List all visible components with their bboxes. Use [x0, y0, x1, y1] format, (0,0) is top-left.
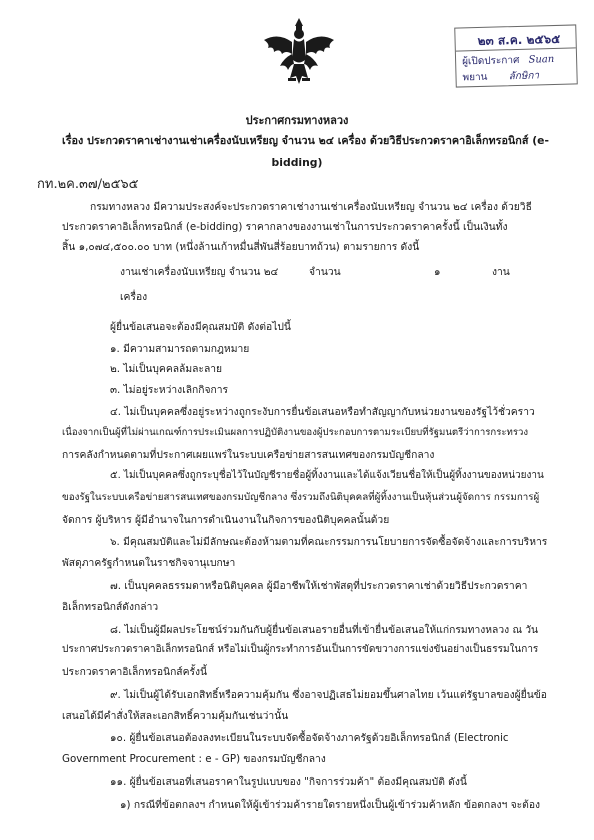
receipt-stamp	[454, 24, 578, 87]
body-line: ประกาศประกวดราคาอิเล็กทรอนิกส์ หรือไม่เป็นผู้กระทำการอันเป็นการขัดขวางการแข่งขันอย่างเป็นธรรมในการ	[62, 644, 539, 655]
qualification-item: ๑๑. ผู้ยื่นข้อเสนอที่เสนอราคาในรูปแบบของ "กิจการร่วมค้า" ต้องมีคุณสมบัติ ดังนี้	[110, 776, 467, 788]
item-description: งานเช่าเครื่องนับเหรียญ จำนวน ๒๔	[120, 266, 279, 278]
item-description-cont: เครื่อง	[120, 291, 148, 303]
qualification-item: ๖. มีคุณสมบัติและไม่มีลักษณะต้องห้ามตามที่คณะกรรมการนโยบายการจัดซื้อจัดจ้างและการบริหาร	[110, 536, 548, 548]
garuda-emblem-icon	[258, 14, 340, 96]
qualification-item: ๘. ไม่เป็นผู้มีผลประโยชน์ร่วมกันกับผู้ยื่นข้อเสนอรายอื่นที่เข้ายื่นข้อเสนอให้แก่กรมทางหลวง ณ วัน	[110, 624, 539, 636]
qualification-item: ๔. ไม่เป็นบุคคลซึ่งอยู่ระหว่างถูกระงับการยื่นข้อเสนอหรือทำสัญญากับหน่วยงานของรัฐไว้ชั่วคราว	[110, 406, 535, 418]
subject-line-1: เรื่อง ประกวดราคาเช่างานเช่าเครื่องนับเหรียญ จำนวน ๒๔ เครื่อง ด้วยวิธีประกวดราคาอิเล็กทรอนิกส์ (e-	[62, 134, 549, 147]
stamp-date: ๒๓ ส.ค. ๒๕๖๕	[477, 31, 561, 48]
body-line: อิเล็กทรอนิกส์ดังกล่าว	[62, 601, 159, 613]
body-line: ประกวดราคาอิเล็กทรอนิกส์ครั้งนี้	[62, 666, 208, 678]
qualification-item: ๑๐. ผู้ยื่นข้อเสนอต้องลงทะเบียนในระบบจัดซื้อจัดจ้างภาครัฐด้วยอิเล็กทรอนิกส์ (Electronic	[110, 732, 509, 744]
item-qty-value: ๑	[434, 266, 441, 278]
body-line: ประกวดราคาอิเล็กทรอนิกส์ (e-bidding) ราคากลางของงานเช่าในการประกวดราคาครั้งนี้ เป็นเงินทั้ง	[62, 221, 508, 233]
qualification-item: ๒. ไม่เป็นบุคคลล้มละลาย	[110, 363, 223, 375]
stamp-opener-signature: Suan	[528, 54, 555, 66]
body-line: พัสดุภาครัฐกำหนดในราชกิจจานุเบกษา	[62, 557, 236, 569]
handwritten-doc-number: กท.๒ค.๓๗/๒๕๖๕	[37, 177, 139, 192]
stamp-witness-label: พยาน	[462, 71, 488, 84]
qualification-item: ๙. ไม่เป็นผู้ได้รับเอกสิทธิ์หรือความคุ้มกัน ซึ่งอาจปฏิเสธไม่ยอมขึ้นศาลไทย เว้นแต่รัฐบาลของผู้ยื่นข้อ	[110, 689, 547, 701]
qualification-item: ๗. เป็นบุคคลธรรมดาหรือนิติบุคคล ผู้มีอาชีพให้เช่าพัสดุที่ประกวดราคาเช่าด้วยวิธีประกวดราคา	[110, 580, 528, 592]
body-line: Government Procurement : e - GP) ของกรมบัญชีกลาง	[62, 753, 326, 765]
body-line: เสนอได้มีคำสั่งให้สละเอกสิทธิ์ความคุ้มกันเช่นว่านั้น	[62, 710, 289, 722]
stamp-opener-label: ผู้เปิดประกาศ	[461, 54, 520, 68]
qualifications-heading: ผู้ยื่นข้อเสนอจะต้องมีคุณสมบัติ ดังต่อไปนี้	[110, 321, 291, 333]
sub-item: ๑) กรณีที่ข้อตกลงฯ กำหนดให้ผู้เข้าร่วมค้ารายใดรายหนึ่งเป็นผู้เข้าร่วมค้าหลัก ข้อตกลงฯ จะต้อง	[120, 799, 541, 811]
item-qty-label: จำนวน	[309, 266, 341, 278]
qualification-item: ๓. ไม่อยู่ระหว่างเลิกกิจการ	[110, 384, 229, 396]
item-unit: งาน	[492, 266, 510, 278]
body-line: การคลังกำหนดตามที่ประกาศเผยแพร่ในระบบเครือข่ายสารสนเทศของกรมบัญชีกลาง	[62, 449, 435, 461]
stamp-witness-signature: ลักษิกา	[508, 70, 540, 83]
body-line: สิ้น ๑,๐๗๔,๕๐๐.๐๐ บาท (หนึ่งล้านเก้าหมื่นสี่พันสี่ร้อยบาทถ้วน) ตามรายการ ดังนี้	[62, 241, 420, 253]
qualification-item: ๕. ไม่เป็นบุคคลซึ่งถูกระบุชื่อไว้ในบัญชีรายชื่อผู้ทิ้งงานและได้แจ้งเวียนชื่อให้เป็นผู้ทิ้งงานของหน่วยงาน	[110, 470, 544, 481]
body-line: จัดการ ผู้บริหาร ผู้มีอำนาจในการดำเนินงานในกิจการของนิติบุคคลนั้นด้วย	[62, 514, 390, 526]
qualification-item: ๑. มีความสามารถตามกฎหมาย	[110, 343, 250, 355]
subject-line-2: bidding)	[271, 156, 323, 169]
body-line: เนื่องจากเป็นผู้ที่ไม่ผ่านเกณฑ์การประเมินผลการปฏิบัติงานของผู้ประกอบการตามระเบียบที่รัฐมนตรีว่าการกระทรวง	[62, 427, 529, 438]
body-line: ของรัฐในระบบเครือข่ายสารสนเทศของกรมบัญชีกลาง ซึ่งรวมถึงนิติบุคคลที่ผู้ทิ้งงานเป็นหุ้นส่วนผู้จัดการ กรรมการผู้	[62, 492, 540, 503]
body-line: กรมทางหลวง มีความประสงค์จะประกวดราคาเช่างานเช่าเครื่องนับเหรียญ จำนวน ๒๔ เครื่อง ด้วยวิธี	[90, 201, 532, 213]
org-heading: ประกาศกรมทางหลวง	[245, 114, 349, 127]
